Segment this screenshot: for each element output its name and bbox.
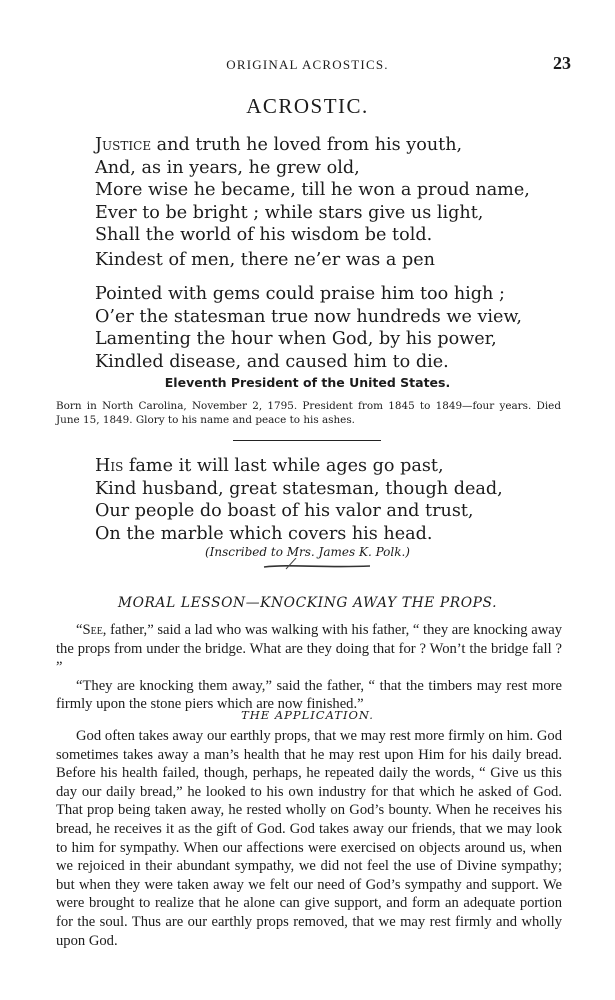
paragraph: “See, father,” said a lad who was walking with his father, “ they are knocking away the props from under the bridge. What are they doing that for ? Won’t the bridge fall ? ” — [56, 622, 563, 676]
poem-line: Pointed with gems could praise him too high ; — [95, 284, 505, 304]
poem-line: Kindled disease, and caused him to die. — [95, 351, 449, 372]
running-title: ORIGINAL ACROSTICS. — [226, 57, 389, 72]
poem-line: Justice and truth he loved from his youth, — [95, 135, 463, 155]
paragraph: God often takes away our earthly props, that we may rest more firmly on him. God sometimes takes away a man’s health that he may rest upon Him for his daily bread. Before his health failed, though, perhaps, he repeated daily the words, “ Give us this day our daily bread,” he looked to his own industry for that which he asked of God. That prop being taken away, he rested wholly on God’s bounty. When he receives his bread, he receives it as the gift of God. God takes away our friends, that we may look to him for sympathy. When our affections were exercised on objects around us, when we rejoiced in their abundant sympathy, we did not feel the use of Divine sympathy; but when they were taken away we felt our need of God’s sympathy and support. We were brought to realize that he alone can give support, and form an adequate portion for the soul. Thus are our earthly props removed, that we may rest firmly and wholly upon God. — [56, 728, 562, 949]
poem-line: Shall the world of his wisdom be told. — [95, 225, 433, 246]
acrostic-initial-word: Justice — [95, 135, 152, 155]
stanza-1 — [95, 134, 530, 247]
running-head — [0, 53, 615, 75]
lesson-dialogue — [56, 621, 562, 714]
stanza-2 — [95, 249, 435, 272]
biographical-note: Born in North Carolina, November 2, 1795. President from 1845 to 1849—four years. Died June 15, 1849. Glory to his name and peace to his ashes. — [56, 400, 561, 426]
application-body — [56, 727, 562, 950]
poem-subheading: Eleventh President of the United States. — [164, 375, 451, 390]
stanza-4 — [95, 455, 503, 545]
poem-line: Lamenting the hour when God, by his power, — [95, 329, 497, 350]
inscription: (Inscribed to Mrs. James K. Polk.) — [205, 545, 410, 559]
page-number: 23 — [553, 53, 571, 73]
poem-line: Kindest of men, there ne’er was a pen — [95, 250, 436, 270]
poem-line: On the marble which covers his head. — [95, 523, 433, 544]
poem-line: Our people do boast of his valor and trust, — [95, 501, 474, 522]
poem-line: His fame it will last while ages go past, — [95, 456, 444, 476]
poem-line: Ever to be bright ; while stars give us light, — [95, 202, 484, 223]
divider-rule — [233, 440, 381, 441]
poem-line: Kind husband, great statesman, though dead, — [95, 478, 503, 499]
poem-title: ACROSTIC. — [246, 94, 369, 118]
poem-line: O’er the statesman true now hundreds we view, — [95, 306, 522, 327]
application-title: THE APPLICATION. — [241, 708, 374, 722]
poem-line: More wise he became, till he won a proud name, — [95, 180, 530, 201]
stanza-3 — [95, 283, 522, 373]
pen-underline-mark — [262, 558, 372, 572]
poem-line: And, as in years, he grew old, — [95, 157, 360, 178]
acrostic-initial-word: His — [95, 456, 124, 476]
lesson-title: MORAL LESSON—KNOCKING AWAY THE PROPS. — [117, 595, 498, 611]
paragraph: “They are knocking them away,” said the father, “ that the timbers may rest more firmly upon the stone piers which are now finished.” — [56, 677, 562, 713]
